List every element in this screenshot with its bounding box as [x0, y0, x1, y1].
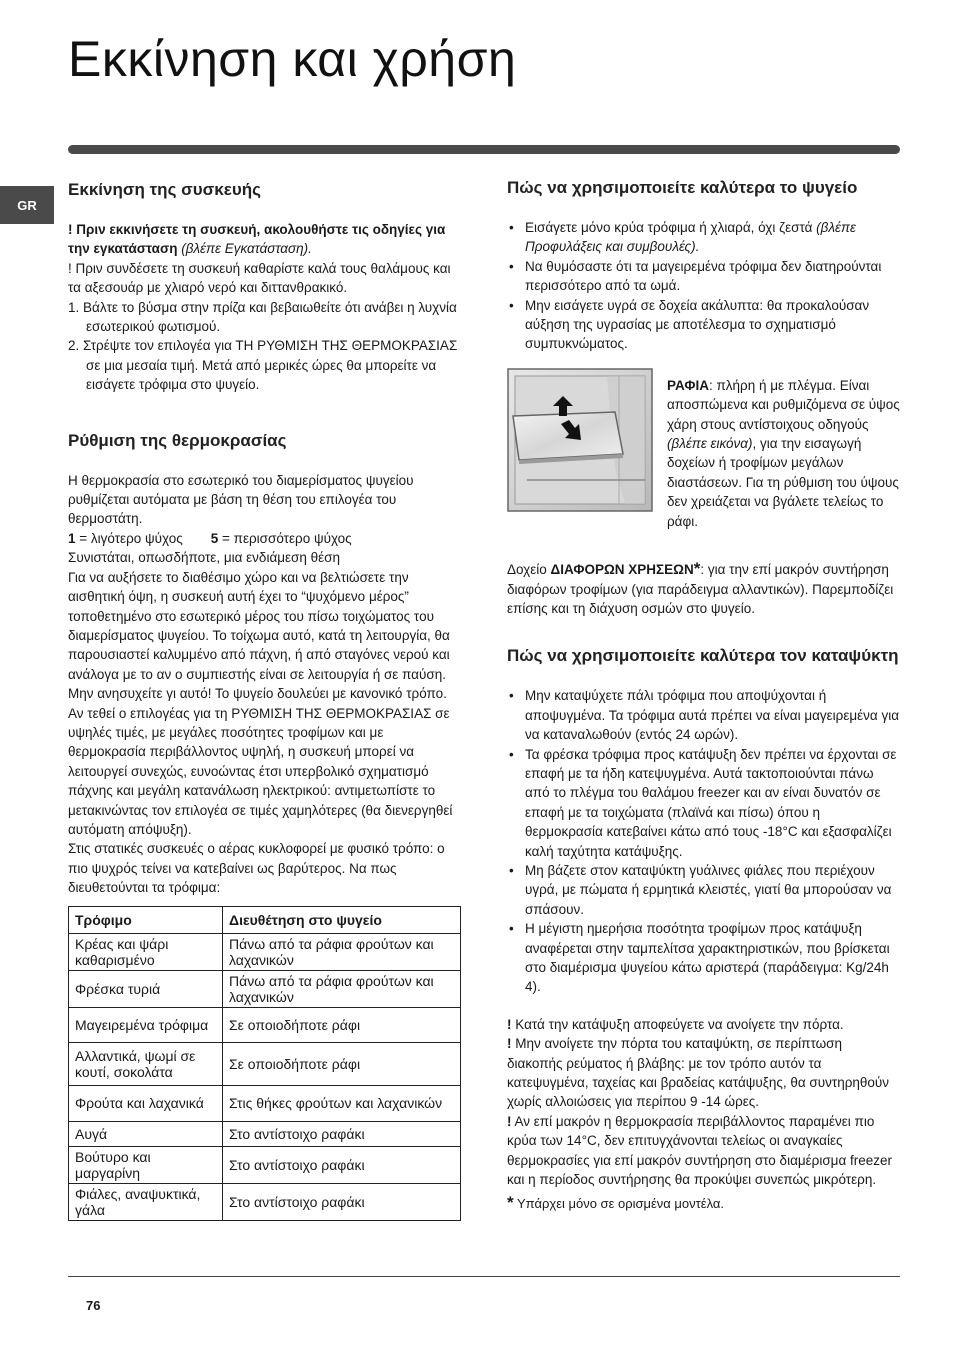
- start-step: 1. Βάλτε το βύσμα στην πρίζα και βεβαιωθείτε ότι ανάβει η λυχνία εσωτερικού φωτισμού.: [68, 299, 457, 335]
- footnote: * Υπάρχει μόνο σε ορισμένα μοντέλα.: [507, 1193, 725, 1213]
- freezer-tips: [507, 686, 901, 997]
- table-row: Αλλαντικά, ψωμί σε κουτί, σοκολάτα Σε οποιοδήποτε ράφι: [69, 1042, 461, 1085]
- start-steps: [68, 298, 464, 395]
- start-heading: Εκκίνηση της συσκευής: [68, 180, 261, 199]
- freezer-warning-2: ! Μην ανοίγετε την πόρτα του καταψύκτη, σε περίπτωση διακοπής ρεύματος ή βλάβης: με τον τρόπο αυτόν τα κατεψυγμένα, ταχείας και βραδείας κατάψυξης, θα συντηρηθούν χωρίς αλλοιώσεις για περίπου 9 -14 ώρες.: [507, 1036, 890, 1110]
- top-divider: [68, 145, 900, 154]
- list-item: • Η μέγιστη ημερήσια ποσότητα τροφίμων προς κατάψυξη αναφέρεται στην ταμπελίτσα χαρακτηριστικών, που βρίσκεται στο διαμέρισμα ψυγείου κάτω αριστερά (παράδειγμα: Kg/24h 4).: [507, 919, 901, 997]
- start-warning-2: ! Πριν συνδέσετε τη συσκευή καθαρίστε καλά τους θαλάμους και τα αξεσουάρ με χλιαρό νερό και διττανθρακικό.: [68, 260, 451, 296]
- table-row: Μαγειρεμένα τρόφιμα Σε οποιοδήποτε ράφι: [69, 1007, 461, 1042]
- container-description: Δοχείο ΔΙΑΦΟΡΩΝ ΧΡΗΣΕΩΝ*: για την επί μακρόν συντήρηση διαφόρων τροφίμων (για παράδειγμα αλλαντικών). Παρεμποδίζει επίσης και τη διάχυση οσμών στο ψυγείο.: [507, 559, 894, 616]
- table-row: Βούτυρο και μαργαρίνη Στο αντίστοιχο ραφάκι: [69, 1146, 461, 1183]
- table-header-row: [69, 906, 461, 933]
- fridge-tips: [507, 218, 901, 354]
- temp-heading: Ρύθμιση της θερμοκρασίας: [68, 430, 287, 450]
- shelf-illustration: [507, 368, 653, 512]
- table-header-food: Τρόφιμο: [69, 906, 223, 933]
- temp-paragraph-2: Συνιστάται, οπωσδήποτε, μια ενδιάμεση θέση: [68, 550, 341, 566]
- table-row: Αυγά Στο αντίστοιχο ραφάκι: [69, 1121, 461, 1146]
- list-item: • Μην καταψύχετε πάλι τρόφιμα που αποψύχονται ή αποψυγμένα. Τα τρόφιμα αυτά πρέπει να είναι μαγειρεμένα για να καταναλωθούν (εντός 24 ωρών).: [507, 686, 901, 744]
- temp-paragraph-3: Για να αυξήσετε το διαθέσιμο χώρο και να βελτιώσετε την αισθητική όψη, η συσκευή αυτή έχει το “ψυχόμενο μέρος” τοποθετημένο στο εσωτερικό μέρος του πίσω τοιχώματος του διαμερίσματος ψυγείου. Το τοίχωμα αυτό, κατά τη λειτουργία, θα παρουσιαστεί καλυμμένο από πάχνη, ή από σταγόνες νερού και ανάλογα με το αν ο συμπιεστής είναι σε λειτουργία ή σε παύση. Μην ανησυχείτε γι αυτό! Το ψυγείο δουλεύει με κανονικό τρόπο.: [68, 569, 450, 702]
- freezer-warning-1: ! Κατά την κατάψυξη αποφεύγετε να ανοίγετε την πόρτα.: [507, 1016, 844, 1032]
- temp-paragraph-4: Αν τεθεί ο επιλογέας για τη ΡΥΘΜΙΣΗ ΤΗΣ ΘΕΡΜΟΚΡΑΣΙΑΣ σε υψηλές τιμές, με μεγάλες ποσότητες τροφίμων και με θερμοκρασία περιβάλλοντος υψηλή, η συσκευή μπορεί να λειτουργεί συνεχώς, ευνοώντας έτσι υπερβολικό σχηματισμό πάχνης και μεγάλη κατανάλωση ηλεκτρικού: αντιμετωπίστε το μετακινώντας τον επιλογέα σε τιμές χαμηλότερες (θα διενεργηθεί αυτόματη απόψυξη).: [68, 705, 453, 837]
- list-item: • Μη βάζετε στον καταψύκτη γυάλινες φιάλες που περιέχουν υγρά, με πώματα ή ερμητικά κλειστές, γιατί θα μπορούσαν να σπάσουν.: [507, 861, 901, 919]
- list-item: • Εισάγετε μόνο κρύα τρόφιμα ή χλιαρά, όχι ζεστά (βλέπε Προφυλάξεις και συμβουλές).: [507, 218, 901, 257]
- freezer-heading: Πώς να χρησιμοποιείτε καλύτερα τον καταψύκτη: [507, 646, 899, 666]
- list-item: • Τα φρέσκα τρόφιμα προς κατάψυξη δεν πρέπει να έρχονται σε επαφή με τα ήδη κατεψυγμένα. Αυτά τακτοποιούνται πάνω από το πλέγμα του θαλάμου freezer και αν είναι δυνατόν σε επαφή με τα τοιχώματα (πλαϊνά και πίσω) όπου η θερμοκρασία κατεβαίνει κάτω από τους -18°C και εξασφαλίζει καλή ταχύτητα κατάψυξης.: [507, 745, 901, 861]
- bottom-divider: [68, 1276, 900, 1277]
- food-placement-table: [68, 906, 461, 1221]
- list-item: • Μην εισάγετε υγρά σε δοχεία ακάλυπτα: θα προκαλούσαν αύξηση της υγρασίας με αποτέλεσμα το σχηματισμό συμπυκνώματος.: [507, 296, 901, 354]
- temp-paragraph-1: Η θερμοκρασία στο εσωτερικό του διαμερίσματος ψυγείου ρυθμίζεται αυτόματα με βάση τη θέση του επιλογέα του θερμοστάτη.: [68, 472, 414, 527]
- table-row: Φρούτα και λαχανικά Στις θήκες φρούτων και λαχανικών: [69, 1085, 461, 1121]
- page-title: Εκκίνηση και χρήση: [68, 31, 517, 87]
- table-header-placement: Διευθέτηση στο ψυγείο: [223, 906, 461, 933]
- fridge-heading: Πώς να χρησιμοποιείτε καλύτερα το ψυγείο: [507, 178, 858, 197]
- right-column: [507, 178, 901, 1214]
- temp-paragraph-5: Στις στατικές συσκευές ο αέρας κυκλοφορεί με φυσικό τρόπο: ο πιο ψυχρός τείνει να κατεβαίνει ως βαρύτερος. Να πως διευθετούνται τα τρόφιμα:: [68, 841, 445, 896]
- page-number: 76: [86, 1298, 101, 1313]
- table-row: Κρέας και ψάρι καθαρισμένο Πάνω από τα ράφια φρούτων και λαχανικών: [69, 933, 461, 970]
- shelf-section: [507, 368, 901, 531]
- table-row: Φιάλες, αναψυκτικά, γάλα Στο αντίστοιχο ραφάκι: [69, 1183, 461, 1220]
- start-step: 2. Στρέψτε τον επιλογέα για ΤΗ ΡΥΘΜΙΣΗ ΤΗΣ ΘΕΡΜΟΚΡΑΣΙΑΣ σε μια μεσαία τιμή. Μετά από μερικές ώρες θα μπορείτε να εισάγετε τρόφιμα στο ψυγείο.: [68, 338, 458, 393]
- shelf-description: ΡΑΦΙΑ: πλήρη ή με πλέγμα. Είναι αποσπώμενα και ρυθμιζόμενα σε ύψος χάρη στους αντίστοιχους οδηγούς (βλέπε εικόνα), για την εισαγωγή δοχείων ή τροφίμων μεγάλων διαστάσεων. Για τη ρύθμιση του ύψους δεν χρειάζεται να βγάλετε τελείως το ράφι.: [667, 377, 900, 529]
- freezer-warning-3: ! Αν επί μακρόν η θερμοκρασία περιβάλλοντος παραμένει πιο κρύα των 14°C, δεν επιτυγχάνονται τελείως οι αναγκαίες θερμοκρασίες για επί μακρόν συντήρηση στο διαμέρισμα freezer και η περίοδος συντήρησης θα προκύψει συνεπώς μικρότερη.: [507, 1113, 893, 1188]
- temp-scale: 1 = λιγότερο ψύχος 5 = περισσότερο ψύχος: [68, 530, 352, 546]
- start-warning-1: ! Πριν εκκινήσετε τη συσκευή, ακολουθήστε τις οδηγίες για την εγκατάσταση (βλέπε Εγκατάσταση).: [68, 222, 446, 257]
- left-column: [68, 180, 464, 1221]
- table-row: Φρέσκα τυριά Πάνω από τα ράφια φρούτων και λαχανικών: [69, 970, 461, 1007]
- language-tab: GR: [0, 186, 54, 224]
- list-item: • Να θυμόσαστε ότι τα μαγειρεμένα τρόφιμα δεν διατηρούνται περισσότερο από τα ωμά.: [507, 257, 901, 296]
